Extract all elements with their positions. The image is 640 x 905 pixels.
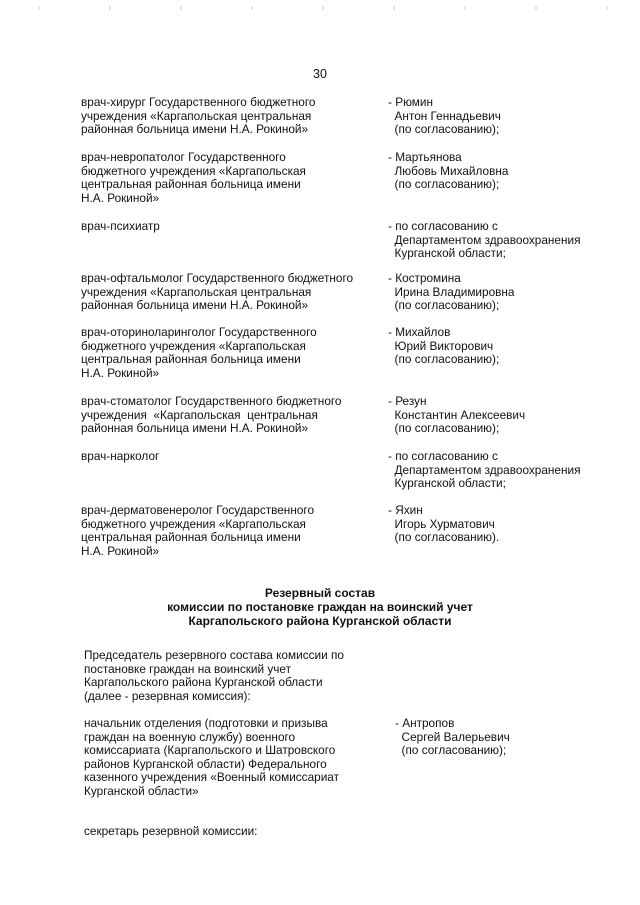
- scan-artifact: [0, 6, 640, 10]
- reserve-title-line: Резервный состав: [264, 586, 376, 600]
- member-position: врач-дерматовенеролог Государственного бюджетного учреждения «Каргапольская центральная районная больница имени Н.А. Рокиной»: [81, 503, 315, 558]
- member-position: врач-нарколог: [81, 449, 160, 463]
- member-person: - по согласованию с Департаментом здравоохранения Курганской области;: [388, 449, 581, 490]
- reserve-secretary-label: секретарь резервной комиссии:: [84, 824, 258, 838]
- reserve-chairman-label: Председатель резервного состава комиссии по постановке граждан на воинский учет Каргапольского района Курганской области (далее - резервная комиссия):: [84, 648, 344, 703]
- member-position: врач-стоматолог Государственного бюджетного учреждения «Каргапольская центральная районная больница имени Н.А. Рокиной»: [81, 394, 342, 435]
- member-position: врач-оториноларинголог Государственного бюджетного учреждения «Каргапольская центральная районная больница имени Н.А. Рокиной»: [81, 325, 317, 380]
- member-position: начальник отделения (подготовки и призыва граждан на военную службу) военного комиссариата (Каргапольского и Шатровского районов Курганской области) Федерального казенного учреждения «Военный комиссариат Курганской области»: [84, 716, 339, 798]
- member-person: - Костромина Ирина Владимировна (по согласованию);: [388, 271, 515, 312]
- member-person: - Резун Константин Алексеевич (по согласованию);: [388, 394, 526, 435]
- member-position: врач-хирург Государственного бюджетного учреждения «Каргапольская центральная районная больница имени Н.А. Рокиной»: [81, 95, 316, 136]
- member-person: - Рюмин Антон Геннадьевич (по согласованию);: [388, 95, 501, 136]
- reserve-title-line: Каргапольского района Курганской области: [188, 614, 452, 628]
- page-number: 30: [313, 67, 327, 81]
- member-person: - Мартьянова Любовь Михайловна (по согласованию);: [388, 150, 509, 191]
- member-position: врач-офтальмолог Государственного бюджетного учреждения «Каргапольская центральная районная больница имени Н.А. Рокиной»: [81, 271, 354, 312]
- member-position: врач-невропатолог Государственного бюджетного учреждения «Каргапольская центральная районная больница имени Н.А. Рокиной»: [81, 150, 306, 205]
- reserve-title-line: комиссии по постановке граждан на воинский учет: [167, 600, 473, 614]
- member-person: - Яхин Игорь Хурматович (по согласованию).: [388, 503, 500, 544]
- member-person: - по согласованию с Департаментом здравоохранения Курганской области;: [388, 219, 581, 260]
- member-position: врач-психиатр: [81, 219, 160, 233]
- member-person: - Михайлов Юрий Викторович (по согласованию);: [388, 325, 500, 366]
- member-person: - Антропов Сергей Валерьевич (по согласованию);: [395, 716, 510, 757]
- reserve-section-title: [0, 586, 640, 628]
